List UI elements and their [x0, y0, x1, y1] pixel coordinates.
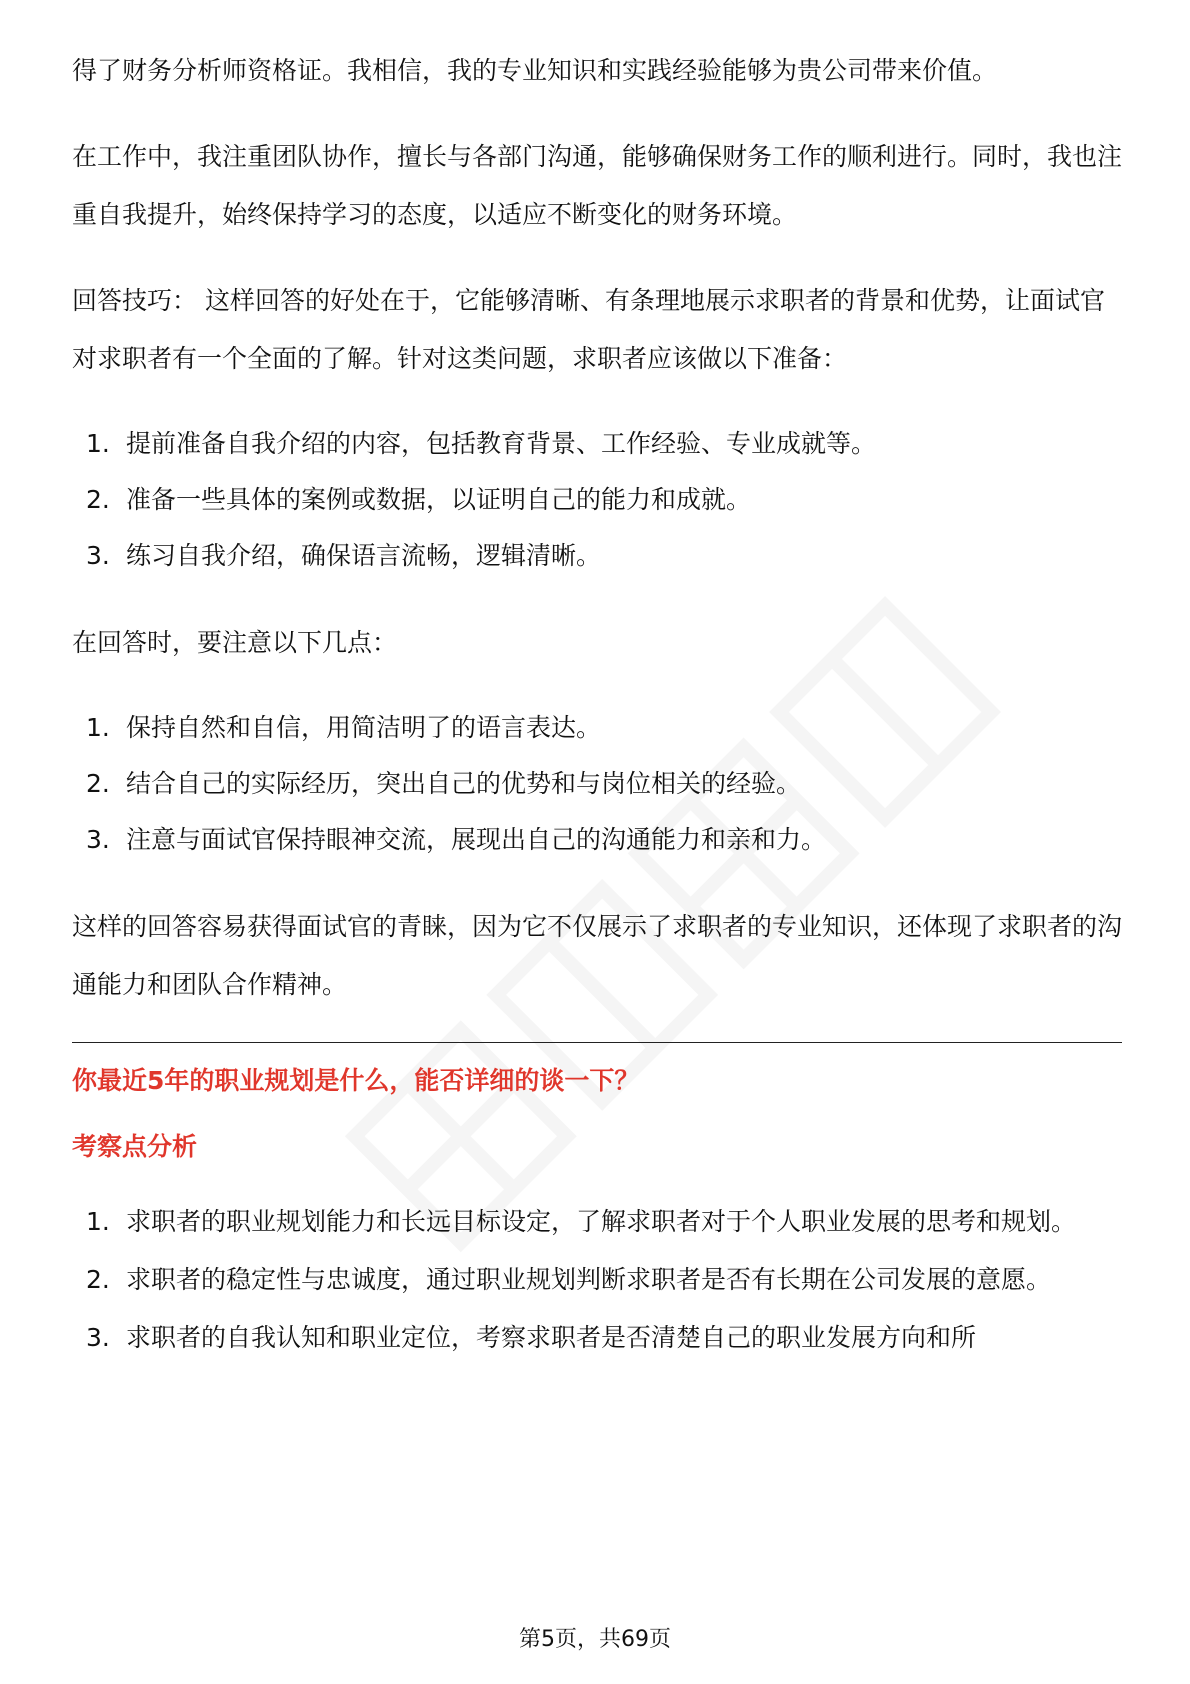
paragraph-attention-intro: 在回答时，要注意以下几点：	[72, 628, 398, 657]
list-item: 1. 保持自然和自信，用简洁明了的语言表达。	[86, 713, 602, 742]
page-number: 第5页，共69页	[519, 1627, 671, 1652]
page-content	[72, 42, 1122, 1397]
paragraph-intro-2: 在工作中，我注重团队协作，擅长与各部门沟通，能够确保财务工作的顺利进行。同时，我也注重自我提升，始终保持学习的态度，以适应不断变化的财务环境。	[72, 142, 1123, 229]
section-divider	[72, 1042, 1122, 1043]
prep-list	[72, 416, 1122, 584]
attention-list	[72, 700, 1122, 868]
list-item: 2. 求职者的稳定性与忠诚度，通过职业规划判断求职者是否有长期在公司发展的意愿。	[86, 1265, 1052, 1294]
list-item: 3. 求职者的自我认知和职业定位，考察求职者是否清楚自己的职业发展方向和所	[86, 1323, 977, 1352]
list-item: 2. 结合自己的实际经历，突出自己的优势和与岗位相关的经验。	[86, 769, 802, 798]
list-item: 3. 练习自我介绍，确保语言流畅，逻辑清晰。	[86, 541, 602, 570]
paragraph-answer-tips: 回答技巧： 这样回答的好处在于，它能够清晰、有条理地展示求职者的背景和优势，让面试官对求职者有一个全面的了解。针对这类问题，求职者应该做以下准备：	[72, 286, 1105, 373]
analysis-heading: 考察点分析	[72, 1132, 198, 1161]
list-item: 1. 求职者的职业规划能力和长远目标设定，了解求职者对于个人职业发展的思考和规划。	[86, 1207, 1077, 1236]
paragraph-closing: 这样的回答容易获得面试官的青睐，因为它不仅展示了求职者的专业知识，还体现了求职者的沟通能力和团队合作精神。	[72, 912, 1123, 999]
paragraph-intro-1: 得了财务分析师资格证。我相信，我的专业知识和实践经验能够为贵公司带来价值。	[72, 56, 998, 85]
list-item: 1. 提前准备自我介绍的内容，包括教育背景、工作经验、专业成就等。	[86, 429, 877, 458]
question-title: 你最近5年的职业规划是什么，能否详细的谈一下？	[72, 1066, 640, 1095]
analysis-points-list	[72, 1193, 1122, 1367]
list-item: 3. 注意与面试官保持眼神交流，展现出自己的沟通能力和亲和力。	[86, 825, 827, 854]
list-item: 2. 准备一些具体的案例或数据，以证明自己的能力和成就。	[86, 485, 752, 514]
